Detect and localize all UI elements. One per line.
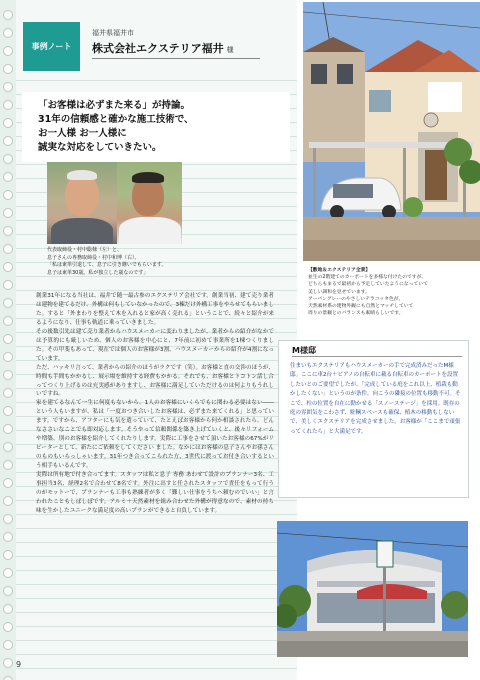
shirt <box>119 217 181 244</box>
house-photo-caption <box>308 267 478 317</box>
spine-ring <box>3 532 13 542</box>
ruled-line <box>16 290 297 291</box>
quote-line: 31年の信頼感と確かな施工技術で、 <box>38 114 194 125</box>
body-paragraph: その後数引先は建て売り業者からハウスメーカーに変わりましたが、業者からの紹介がなかでは予算的にも厳しいため、個人のお客様を中心にと、7年前に初めて事業所を1棟つくりました。その甲斐もあって、現在では個人のお客様が3割、ハウスメーカーからの紹介が4割になっています。 <box>36 328 274 362</box>
client-title: M様邸 <box>292 346 316 355</box>
spine-ring <box>3 64 13 74</box>
ruled-line <box>16 626 297 627</box>
spine-ring <box>3 586 13 596</box>
portrait-caption <box>47 247 197 277</box>
ruled-line <box>16 640 297 641</box>
body-paragraph: 創業31年になる当社は、福井で随一最古参のエクステリア会社です。創業当初、建て売り業者は建物を建てるだけ、外構は何もしていなかったので、3棟だけ外構工事をやらせてもらいました。すると「外まわりを整えて木を入れると家が高く売れる」ということで、続々と紹介が来るようになり、仕事も軌道に乗っていきました。 <box>36 293 274 326</box>
spine-ring <box>3 604 13 614</box>
ruled-line <box>16 528 297 529</box>
spine-ring <box>3 406 13 416</box>
spine-ring <box>3 640 13 650</box>
body-paragraph: ただ、ハッキリ言って、業者からの紹介のほうがラクです（笑）。お客様と直の交渉のほうが、時間も手間もかかるし、展示場を維持する経費もかかる。それでも、お客様とトコトン話し合ってつくり上げるのは充実感がありますし、お客様に満足していただけるのは何よりもうれしいですね。 <box>36 364 274 398</box>
caption-line: 並生の2階建てのカーポートを多様な付けたのですが、 <box>308 275 427 281</box>
caption-line: 「私は東単引退して、息子に引き継いでもらいます。 <box>47 262 167 269</box>
ruled-line <box>16 542 297 543</box>
house-photo <box>303 2 480 261</box>
ruled-line <box>16 654 297 655</box>
hair <box>132 172 164 183</box>
portrait-photo-son <box>117 162 182 244</box>
page-number: 9 <box>16 660 22 669</box>
spine-ring <box>3 370 13 380</box>
notebook-spine <box>0 0 16 680</box>
spine-ring <box>3 280 13 290</box>
spine-ring <box>3 100 13 110</box>
spine-ring <box>3 658 13 668</box>
company-name <box>92 40 234 56</box>
spine-ring <box>3 424 13 434</box>
spine-ring <box>3 118 13 128</box>
spine-ring <box>3 82 13 92</box>
spine-ring <box>3 478 13 488</box>
client-case-text: 住まいもエクステリアもハウスメーカーの手で完成済みだったM様邸。ここに車2台＋ビアノの自転車に載る自転車のカーポートを設置したいとのご要望でしたが、「完成している庭をこれ以上、植栽も動かしたくない」というのが条件。向こうの隣接の位置も移動不可。そこで、柱の位置を自在に動かせる「スノーステージ」を採用。既存の庭の雰囲気をこわさず、駐輌スペースも確保、植木の移動もしないで、美しくエクステリアを完成させました。お客様が「ここまで頑張ってくれたら」と大満足です。 <box>290 363 461 435</box>
caption-line: 息子さんの専務取締役・村中和博（右）。 <box>47 254 140 261</box>
spine-ring <box>3 172 13 182</box>
company-underline <box>92 58 260 59</box>
ruled-line <box>16 80 297 81</box>
article-body <box>36 292 274 516</box>
client-title-divider <box>292 356 462 357</box>
company-name-text: 株式会社エクステリア福井 <box>92 42 224 55</box>
company-honorific: 様 <box>226 46 234 54</box>
spine-ring <box>3 136 13 146</box>
spine-ring <box>3 316 13 326</box>
ruled-line <box>16 598 297 599</box>
face <box>65 174 99 216</box>
spine-ring <box>3 496 13 506</box>
caption-line: アーバングレーのやさしいテラコッタ色が、 <box>308 296 404 302</box>
quote-line: お一人様 お一人様に <box>38 128 127 139</box>
spine-ring <box>3 226 13 236</box>
caption-line: 代表取締役・村中聡様（左）と、 <box>47 247 123 253</box>
shirt <box>51 218 113 244</box>
spine-ring <box>3 622 13 632</box>
spine-ring <box>3 334 13 344</box>
caption-title: 【敷地＆エクステリア全景】 <box>308 268 371 273</box>
hair <box>67 170 97 180</box>
company-location: 福井県福井市 <box>92 29 134 37</box>
caption-line: 天然素材系の建物外観にも自然とマッチしていて <box>308 304 414 310</box>
ruled-line <box>16 668 297 669</box>
shop-photo <box>277 521 468 657</box>
spine-ring <box>3 208 13 218</box>
caption-line: 美しい調和を見せています。 <box>308 289 370 295</box>
quote-line: 「お客様は必ずまた来る」が持論。 <box>38 100 191 111</box>
ruled-line <box>16 570 297 571</box>
headline-quote <box>38 99 278 155</box>
spine-ring <box>3 460 13 470</box>
spine-ring <box>3 46 13 56</box>
caption-line: 周りの景観とのバランスも素晴らしいです。 <box>308 311 404 317</box>
body-paragraph: 家を建てるなんて一生に何度もないから、1人のお客様にいくらでもに関わる必要はない――という人もいますが、私は「一度おつき合いしたお客様は、必ずまた来てくれる」と思っています。ですから、アフターにも気を遣っていて、たとえばお客様から何か相談されたら、どんなささいなことでも即対応します。そうやって信頼関係を築き上げていくと、後々リフォームや増築、別のお客様を紹介してくれたりします。実際に工事をさせて頂いたお客様の67%がリピーターとして、新たにご依頼をしてください ました。なかにはお客様の息子さんやお孫さんのものもいらっしゃいます。31年つき合ってこられた方、3世代に渡ってお付き合いするという相手もいるんです。 <box>36 400 274 470</box>
quote-line: 誠実な対応をしていきたい。 <box>38 142 162 153</box>
spine-ring <box>3 568 13 578</box>
portrait-photo-father <box>47 162 117 244</box>
spine-ring <box>3 10 13 20</box>
spine-ring <box>3 514 13 524</box>
caption-line: 息子は東単30歳。私が独立した歳なのです」 <box>47 269 149 276</box>
spine-ring <box>3 154 13 164</box>
body-paragraph: 実際は所有地で付き合ってます。スタッフは私と息子 専務 あわせて設計のプランナー3名、工事担当3名、経理2名で合わせて8名です。外注に出すと任されたスタッフで責任をもって行うのがモットーで、プランナーも工事も熟練者が多く「難しい仕事をうちへ頼むのでいい」と言われたこともしばしばです。アルミ＋天然素材を組み合わせた外構が得意なので、素材の持ち味を生かしたユニークな満足度の高いプランができると自負しています。 <box>36 472 274 514</box>
spine-ring <box>3 442 13 452</box>
house-illustration <box>303 2 480 261</box>
spine-ring <box>3 298 13 308</box>
ruled-line <box>16 556 297 557</box>
shop-illustration <box>277 521 468 657</box>
spine-ring <box>3 262 13 272</box>
ruled-line <box>16 612 297 613</box>
spine-ring <box>3 190 13 200</box>
spine-ring <box>3 28 13 38</box>
spine-ring <box>3 352 13 362</box>
spine-ring <box>3 676 13 680</box>
spine-ring <box>3 550 13 560</box>
spine-ring <box>3 244 13 254</box>
spine-ring <box>3 388 13 398</box>
case-note-tag: 事例ノート <box>23 22 80 71</box>
caption-line: どちらもまるで最初から予定していたようになっていて <box>308 282 428 288</box>
ruled-line <box>16 584 297 585</box>
